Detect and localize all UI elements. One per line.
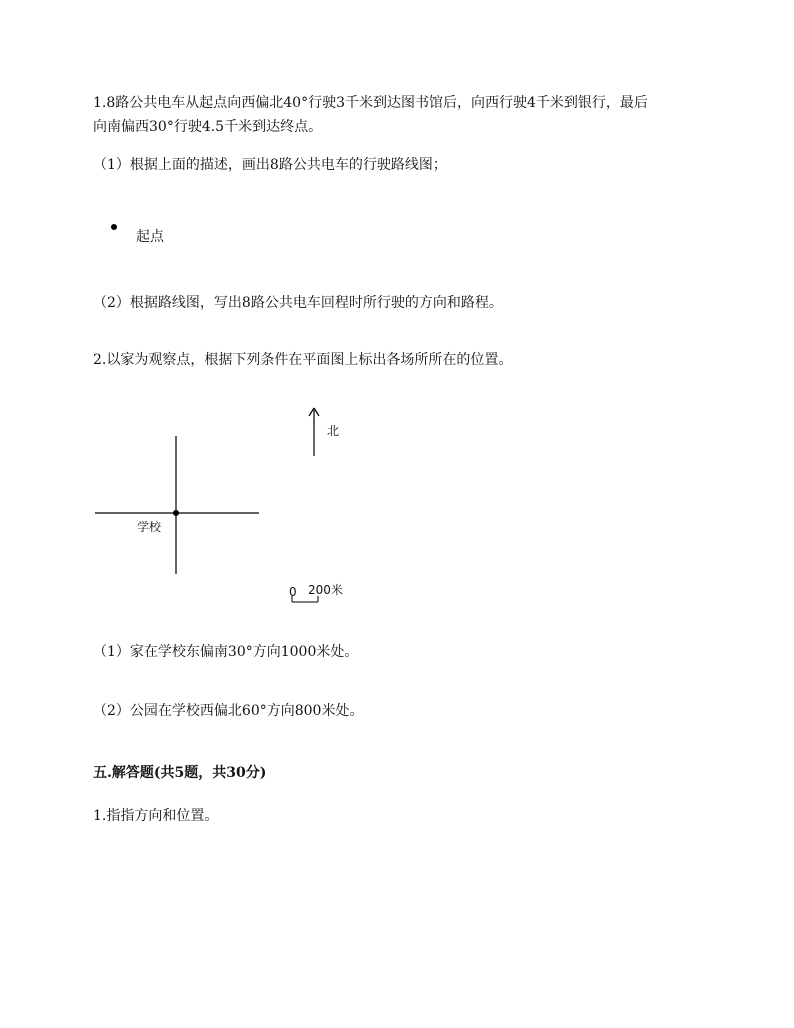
q2-subquestion-1: （1）家在学校东偏南30°方向1000米处。 <box>93 644 359 660</box>
start-point-label: 起点 <box>136 229 164 245</box>
school-point-dot <box>173 510 179 516</box>
scale-zero-label: 0 <box>289 585 297 599</box>
q1-text-line1: 1.8路公共电车从起点向西偏北40°行驶3千米到达图书馆后，向西行驶4千米到银行，最后 <box>93 95 648 111</box>
north-label: 北 <box>327 424 340 438</box>
section5-heading: 五.解答题(共5题，共30分) <box>93 765 267 781</box>
north-arrow-icon <box>309 408 319 456</box>
q1-subquestion-1: （1）根据上面的描述，画出8路公共电车的行驶路线图； <box>93 157 447 173</box>
section5-question-1: 1.指指方向和位置。 <box>93 808 219 824</box>
scale-distance-label: 200米 <box>308 583 343 597</box>
q2-subquestion-2: （2）公园在学校西偏北60°方向800米处。 <box>93 703 364 719</box>
q2-title: 2.以家为观察点，根据下列条件在平面图上标出各场所所在的位置。 <box>93 352 513 368</box>
school-label: 学校 <box>137 520 162 534</box>
q1-subquestion-2: （2）根据路线图，写出8路公共电车回程时所行驶的方向和路程。 <box>93 295 503 311</box>
q1-text-line2: 向南偏西30°行驶4.5千米到达终点。 <box>93 119 323 135</box>
